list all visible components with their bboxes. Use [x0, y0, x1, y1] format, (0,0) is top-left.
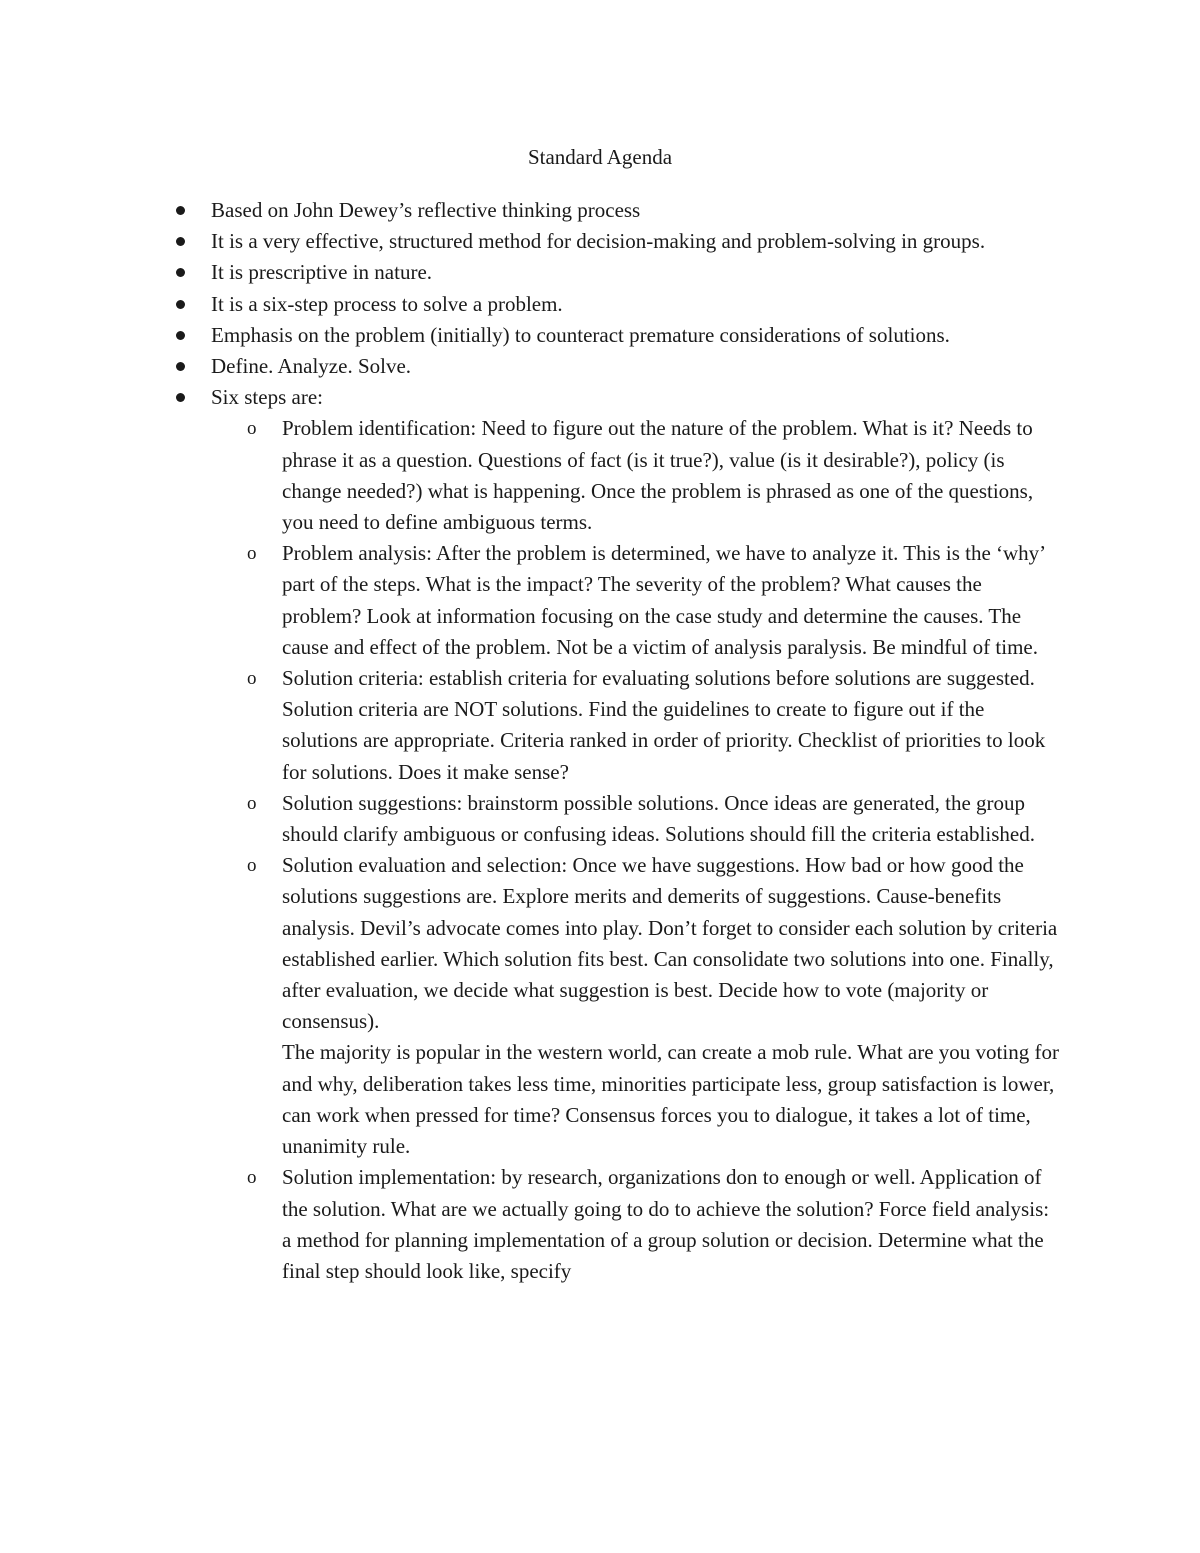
list-item: [0, 351, 1200, 382]
circle-bullet-icon: o: [247, 418, 257, 440]
list-item: [0, 195, 1200, 226]
list-item: [0, 289, 1200, 320]
bullet-text: It is a very effective, structured method for decision-making and problem-solving in groups.: [211, 229, 986, 254]
bullet-icon: [176, 393, 185, 402]
step-text: Problem identification: Need to figure out the nature of the problem. What is it? Needs to phrase it as a question. Questions of fact (is it true?), value (is it desirable?), policy (is change needed?) what is happening. Once the problem is phrased as one of the questions, you need to define ambiguous terms.: [282, 416, 1034, 535]
bullet-text: Define. Analyze. Solve.: [211, 354, 412, 379]
step-continuation-text: The majority is popular in the western world, can create a mob rule. What are you voting for and why, deliberation takes less time, minorities participate less, group satisfaction is lower, can work when pressed for time? Consensus forces you to dialogue, it takes a lot of time, unanimity rule.: [282, 1040, 1059, 1159]
bullet-icon: [176, 206, 185, 215]
circle-bullet-icon: o: [247, 1167, 257, 1189]
bullet-icon: [176, 331, 185, 340]
list-item: [0, 226, 1200, 257]
step-text: Solution implementation: by research, organizations don to enough or well. Application of the solution. What are we actually going to do to achieve the solution? Force field analysis: a method for planning implementation of a group solution or decision. Determine what the final step should look like, specify: [282, 1165, 1050, 1283]
bullet-icon: [176, 237, 185, 246]
bullet-text: It is prescriptive in nature.: [211, 260, 433, 285]
step-item: [211, 788, 1060, 850]
steps-list: [211, 413, 1060, 1287]
step-item: [211, 413, 1060, 538]
circle-bullet-icon: o: [247, 792, 257, 814]
step-text: Solution criteria: establish criteria for evaluating solutions before solutions are suggested. Solution criteria are NOT solutions. Find the guidelines to create to figure out if the solutions are appropriate. Criteria ranked in order of priority. Checklist of priorities to look for solutions. Does it make sense?: [282, 666, 1046, 784]
list-item: [0, 257, 1200, 288]
step-text: Problem analysis: After the problem is determined, we have to analyze it. This is the ‘why’ part of the steps. What is the impact? The severity of the problem? What causes the problem? Look at information focusing on the case study and determine the causes. The cause and effect of the problem. Not be a victim of analysis paralysis. Be mindful of time.: [282, 541, 1045, 659]
bullet-icon: [176, 362, 185, 371]
bullet-text: Based on John Dewey’s reflective thinking process: [211, 198, 641, 222]
step-item: [211, 663, 1060, 788]
step-item: [211, 1162, 1060, 1287]
step-item: [211, 850, 1060, 1162]
bullet-icon: [176, 300, 185, 309]
bullet-text: Six steps are:: [211, 385, 323, 410]
step-text: Solution suggestions: brainstorm possible solutions. Once ideas are generated, the group should clarify ambiguous or confusing ideas. Solutions should fill the criteria established.: [282, 790, 1035, 847]
circle-bullet-icon: o: [247, 543, 257, 565]
bullet-list: [0, 195, 1200, 1287]
list-item: [0, 320, 1200, 351]
page-title: Standard Agenda: [527, 145, 673, 169]
circle-bullet-icon: o: [247, 668, 257, 690]
list-item: [0, 382, 1200, 1287]
circle-bullet-icon: o: [247, 855, 257, 877]
bullet-icon: [176, 268, 185, 277]
bullet-text: Emphasis on the problem (initially) to counteract premature considerations of solutions.: [211, 322, 950, 347]
step-item: [211, 538, 1060, 663]
bullet-text: It is a six-step process to solve a problem.: [211, 291, 563, 316]
step-text: Solution evaluation and selection: Once we have suggestions. How bad or how good the solutions suggestions are. Explore merits and demerits of suggestions. Cause-benefits analysis. Devil’s advocate comes into play. Don’t forget to consider each solution by criteria established earlier. Which solution fits best. Can consolidate two solutions into one. Finally, after evaluation, we decide what suggestion is best. Decide how to vote (majority or consensus).: [282, 853, 1058, 1034]
